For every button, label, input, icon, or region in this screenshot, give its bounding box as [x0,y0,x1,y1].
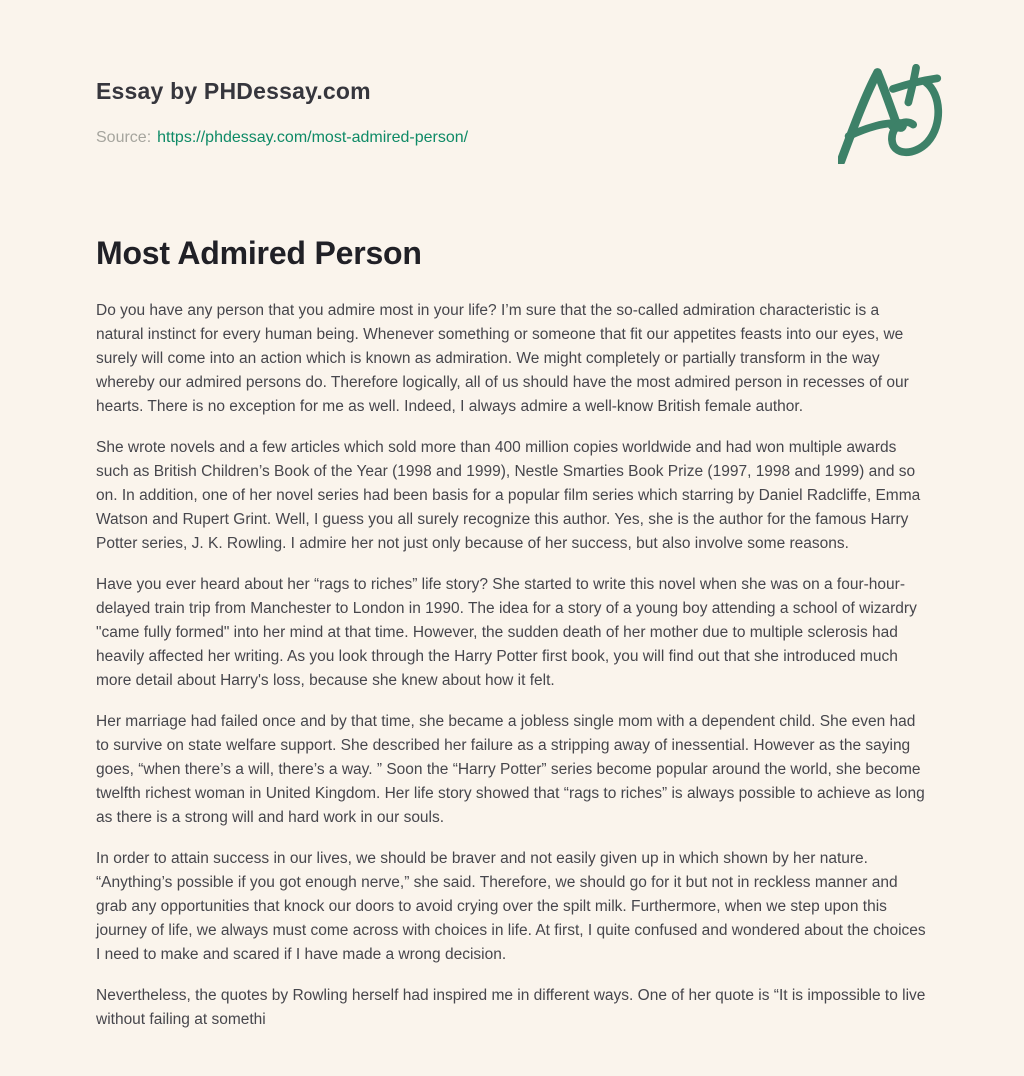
brand-title: Essay by PHDessay.com [96,78,371,104]
essay-body [96,299,928,1032]
source-link[interactable]: https://phdessay.com/most-admired-person/ [157,129,469,146]
essay-paragraph: In order to attain success in our lives, we should be braver and not easily given up in which shown by her nature. “Anything’s possible if you got enough nerve,” she said. Therefore, we should go for it but not in reckless manner and grab any opportunities that knock our doors to avoid crying over the spilt milk. Furthermore, when we step upon this journey of life, we always must come across with choices in life. At first, I quite confused and wondered about the choices I need to make and scared if I have made a wrong decision. [96,850,926,963]
a-plus-logo-icon [838,64,944,164]
essay-paragraph: Do you have any person that you admire most in your life? I’m sure that the so-called admiration characteristic is a natural instinct for every human being. Whenever something or someone that fit our appetites feasts into our eyes, we surely will come into an action which is known as admiration. We might completely or partially transform in the way whereby our admired persons do. Therefore logically, all of us should have the most admired person in recesses of our hearts. There is no exception for me as well. Indeed, I always admire a well-know British female author. [96,302,909,415]
essay-paragraph: Her marriage had failed once and by that time, she became a jobless single mom with a dependent child. She even had to survive on state welfare support. She described her failure as a stripping away of inessential. However as the saying goes, “when there’s a will, there’s a way. ” Soon the “Harry Potter” series become popular around the world, she become twelfth richest woman in United Kingdom. Her life story showed that “rags to riches” is always possible to achieve as long as there is a strong will and hard work in our souls. [96,713,925,826]
page-title: Most Admired Person [96,235,422,271]
essay-paragraph: Nevertheless, the quotes by Rowling herself had inspired me in different ways. One of her quote is “It is impossible to live without failing at somethi [96,987,926,1028]
essay-paragraph: She wrote novels and a few articles which sold more than 400 million copies worldwide and had won multiple awards such as British Children’s Book of the Year (1998 and 1999), Nestle Smarties Book Prize (1997, 1998 and 1999) and so on. In addition, one of her novel series had been basis for a popular film series which starring by Daniel Radcliffe, Emma Watson and Rupert Grint. Well, I guess you all surely recognize this author. Yes, she is the author for the famous Harry Potter series, J. K. Rowling. I admire her not just only because of her success, but also involve some reasons. [96,439,921,552]
essay-paragraph: Have you ever heard about her “rags to riches” life story? She started to write this novel when she was on a four-hour-delayed train trip from Manchester to London in 1990. The idea for a story of a young boy attending a school of wizardry "came fully formed" into her mind at that time. However, the sudden death of her mother due to multiple sclerosis had heavily affected her writing. As you look through the Harry Potter first book, you will find out that she introduced much more detail about Harry's loss, because she knew about how it felt. [96,576,917,689]
source-label: Source: [96,129,152,146]
source-row [96,129,928,147]
